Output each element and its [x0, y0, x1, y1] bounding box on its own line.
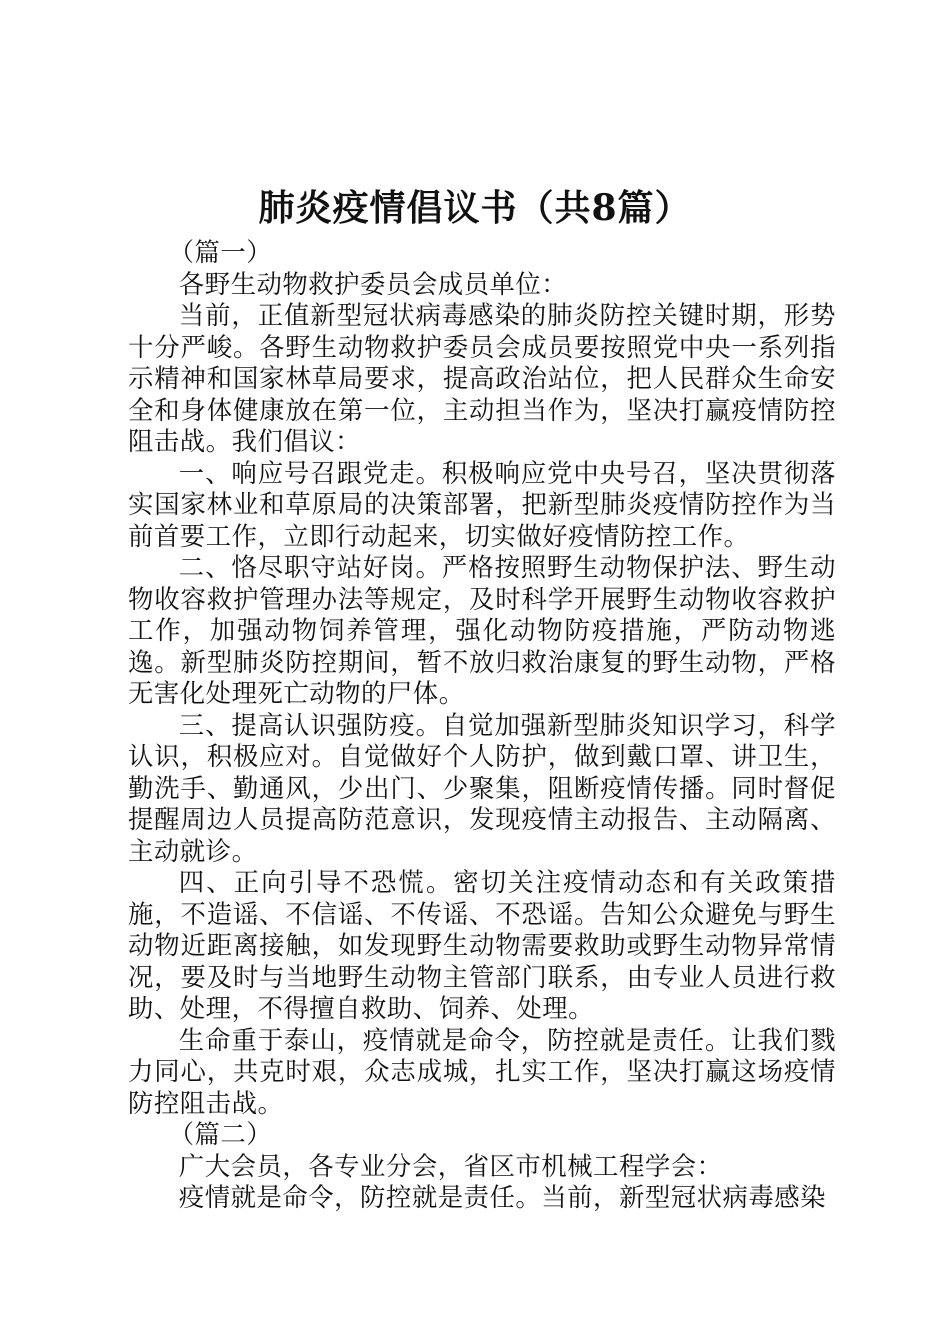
document-title: 肺炎疫情倡议书（共8篇）	[258, 187, 692, 229]
paragraph-intro: 当前，正值新型冠状病毒感染的肺炎防控关键时期，形势十分严峻。各野生动物救护委员会成员要按照党中央一系列指示精神和国家林草局要求，提高政治站位，把人民群众生命安全和身体健康放在第一位，主动担当作为，坚决打赢疫情防控阻击战。我们倡议：	[128, 300, 836, 456]
section-heading-2: （篇二）	[168, 1119, 273, 1149]
paragraph-item-2: 二、恪尽职守站好岗。严格按照野生动物保护法、野生动物收容救护管理办法等规定，及时科学开展野生动物收容救护工作，加强动物饲养管理，强化动物防疫措施，严防动物逃逸。新型肺炎防控期间，暂不放归救治康复的野生动物，严格无害化处理死亡动物的尸体。	[128, 552, 836, 708]
paragraph-item-4: 四、正向引导不恐慌。密切关注疫情动态和有关政策措施，不造谣、不信谣、不传谣、不恐谣。告知公众避免与野生动物近距离接触，如发现野生动物需要救助或野生动物异常情况，要及时与当地野生动物主管部门联系，由专业人员进行救助、处理，不得擅自救助、饲养、处理。	[128, 867, 836, 1023]
document-body	[128, 237, 836, 1214]
paragraph-start-2: 疫情就是命令，防控就是责任。当前，新型冠状病毒感染	[178, 1182, 827, 1212]
section-heading-1: （篇一）	[168, 237, 273, 267]
paragraph-closing-1: 生命重于泰山，疫情就是命令，防控就是责任。让我们戮力同心，共克时艰，众志成城，扎实工作，坚决打赢这场疫情防控阻击战。	[128, 1024, 836, 1118]
paragraph-item-3: 三、提高认识强防疫。自觉加强新型肺炎知识学习，科学认识，积极应对。自觉做好个人防护，做到戴口罩、讲卫生，勤洗手、勤通风，少出门、少聚集，阻断疫情传播。同时督促提醒周边人员提高防范意识，发现疫情主动报告、主动隔离、主动就诊。	[128, 709, 836, 866]
salutation-1: 各野生动物救护委员会成员单位：	[178, 268, 568, 299]
salutation-2: 广大会员，各专业分会，省区市机械工程学会：	[178, 1150, 723, 1181]
paragraph-item-1: 一、响应号召跟党走。积极响应党中央号召，坚决贯彻落实国家林业和草原局的决策部署，把新型肺炎疫情防控作为当前首要工作，立即行动起来，切实做好疫情防控工作。	[128, 457, 836, 551]
